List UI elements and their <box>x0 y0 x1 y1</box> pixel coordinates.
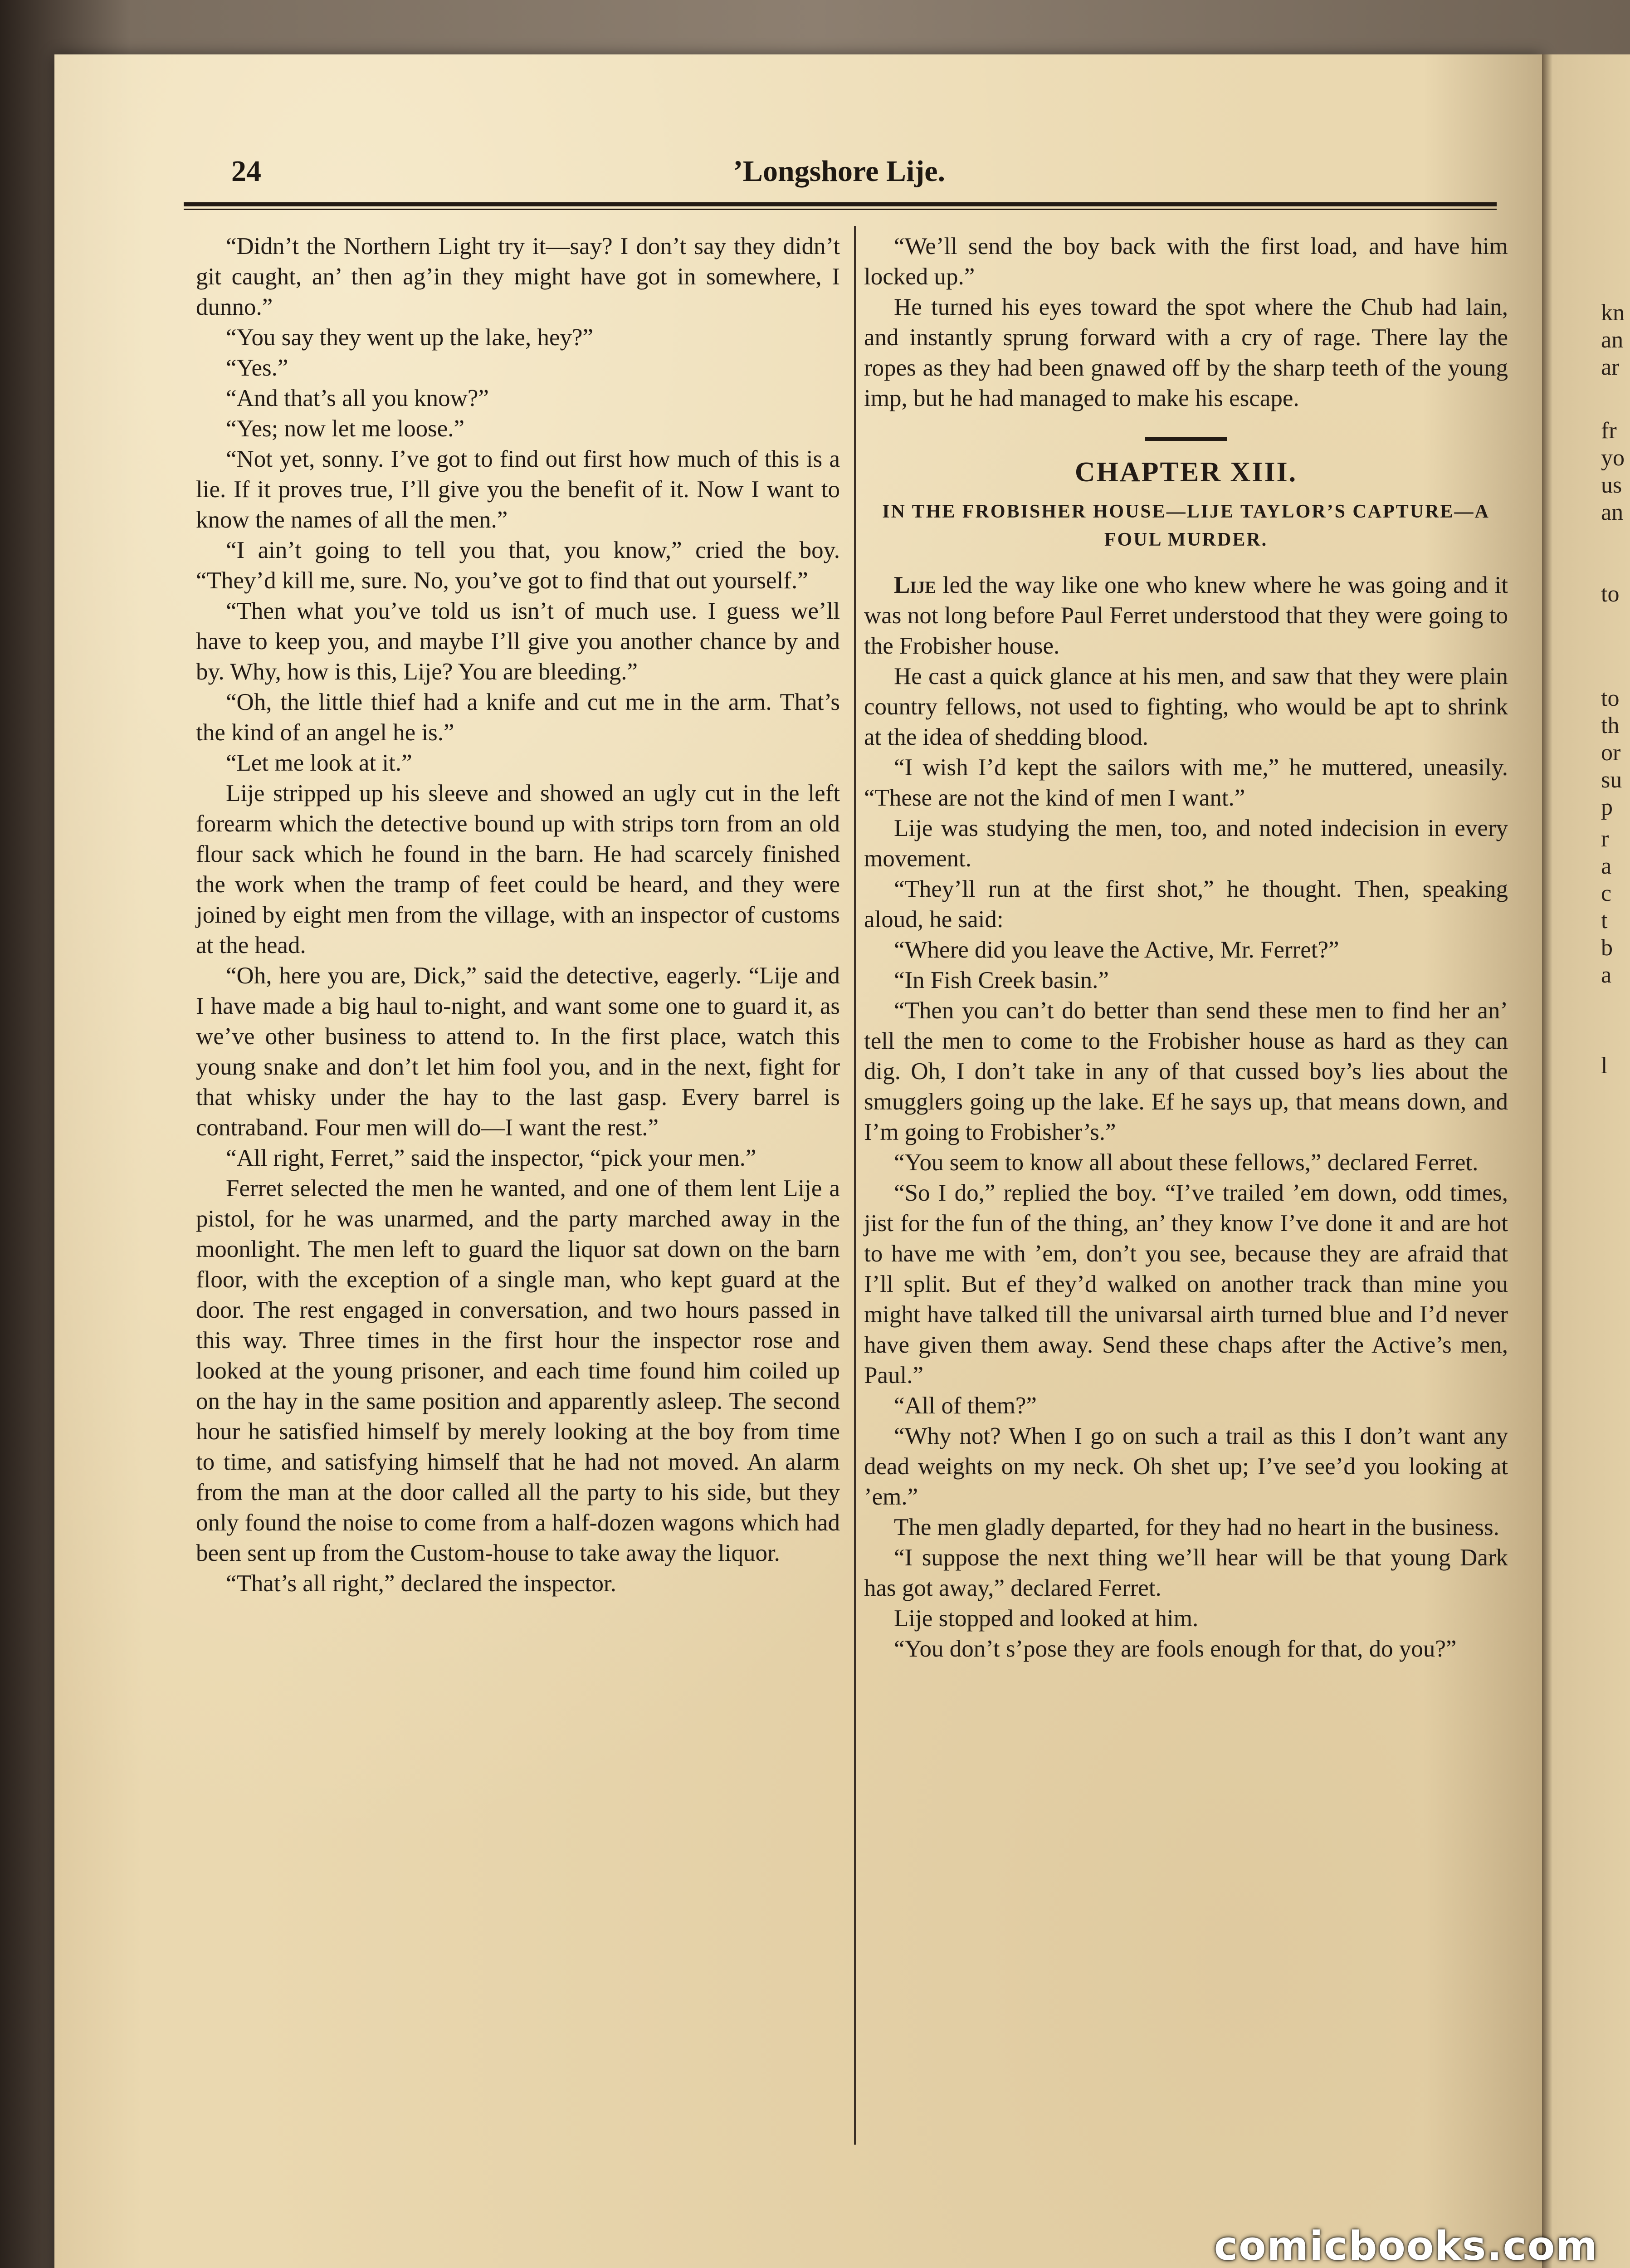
next-page-text-fragment: fr <box>1601 418 1617 444</box>
running-title: ’Longshore Lije. <box>732 155 946 188</box>
paragraph: “Then what you’ve told us isn’t of much use. I guess we’ll have to keep you, and maybe I’ll give you another chance by and by. Why, how is this, Lije? You are bleeding.” <box>196 598 840 685</box>
page-header <box>184 150 1499 191</box>
paragraph: “So I do,” replied the boy. “I’ve trailed ’em down, odd times, jist for the fun of the thing, an’ they know I’ve done it and are hot to have me with ’em, don’t you see, because they are afraid that I’ll split. But ef they’d walked on another track than mine you might have talked till the univarsal airth turned blue and I’d never have given them away. Send these chaps after the Active’s men, Paul.” <box>864 1180 1508 1388</box>
paragraph: “I suppose the next thing we’ll hear will be that young Dark has got away,” declared Ferret. <box>864 1545 1508 1601</box>
header-rule-thin <box>184 209 1497 210</box>
paragraph: “Then you can’t do better than send these men to find her an’ tell the men to come to the Frobisher house as hard as they can dig. Oh, I don’t take in any of that cussed boy’s lies about the smugglers going up the lake. Ef he says up, that means down, and I’m going to Frobisher’s.” <box>864 997 1508 1145</box>
next-page-text-fragment: c <box>1601 880 1612 906</box>
chapter-subtitle: IN THE FROBISHER HOUSE—LIJE TAYLOR’S CAPTURE—A FOUL MURDER. <box>882 501 1490 550</box>
paragraph: “We’ll send the boy back with the first load, and have him locked up.” <box>864 233 1508 290</box>
next-page-text-fragment: a <box>1601 962 1612 988</box>
next-page-text-fragment: su <box>1601 767 1622 793</box>
paragraph: “You don’t s’pose they are fools enough for that, do you?” <box>894 1636 1457 1662</box>
paragraph: He cast a quick glance at his men, and saw that they were plain country fellows, not used to fighting, who would be apt to shrink at the idea of shedding blood. <box>864 663 1508 750</box>
next-page-text-fragment: an <box>1601 327 1624 353</box>
chapter-first-paragraph: Lije led the way like one who knew where he was going and it was not long before Paul Ferret understood that they were going to the Frobisher house. <box>864 572 1508 659</box>
paragraph: “I wish I’d kept the sailors with me,” he muttered, uneasily. “These are not the kind of men I want.” <box>864 754 1508 811</box>
paragraph: Lije was studying the men, too, and noted indecision in every movement. <box>864 815 1508 872</box>
next-page-text-fragment: yo <box>1601 445 1625 471</box>
next-page-text-fragment: p <box>1601 794 1613 820</box>
next-page-text-fragment: ar <box>1601 354 1620 380</box>
paragraph: “Not yet, sonny. I’ve got to find out first how much of this is a lie. If it proves true, I’ll give you the benefit of it. Now I want to know the names of all the men.” <box>196 446 840 533</box>
page-number: 24 <box>231 155 261 188</box>
paragraph: “Let me look at it.” <box>226 750 412 776</box>
next-page-text-fragment: l <box>1601 1053 1608 1079</box>
paragraph: Lije stripped up his sleeve and showed an ugly cut in the left forearm which the detective bound up with strips torn from an old flour sack which he found in the barn. He had scarcely finished the work when the tramp of feet could be heard, and they were joined by eight men from the village, with an inspector of customs at the head. <box>196 780 840 958</box>
paragraph: “All right, Ferret,” said the inspector, “pick your men.” <box>226 1145 756 1171</box>
left-column <box>196 231 840 1599</box>
right-column <box>864 231 1508 1664</box>
next-page-text-fragment: an <box>1601 499 1624 525</box>
next-page-text-fragment: th <box>1601 713 1620 738</box>
next-page-text-fragment: t <box>1601 908 1608 934</box>
paragraph: “All of them?” <box>894 1393 1037 1419</box>
next-page-text-fragment: r <box>1601 826 1609 852</box>
paragraph: “You say they went up the lake, hey?” <box>226 324 594 351</box>
paragraph: “Yes; now let me loose.” <box>226 415 465 442</box>
paragraph: “I ain’t going to tell you that, you know,” cried the boy. “They’d kill me, sure. No, you’ve got to find that out yourself.” <box>196 537 840 594</box>
paragraph: “They’ll run at the first shot,” he thought. Then, speaking aloud, he said: <box>864 876 1508 933</box>
next-page-text-fragment: b <box>1601 935 1613 961</box>
chapter-divider <box>1145 437 1227 441</box>
next-page-text-fragment: to <box>1601 685 1620 711</box>
watermark-logo: comicbooks.com <box>1214 2223 1598 2268</box>
next-page-text-fragment: us <box>1601 472 1622 498</box>
adjacent-page-edge <box>1542 54 1630 2268</box>
paragraph: He turned his eyes toward the spot where the Chub had lain, and instantly sprung forward with a cry of rage. There lay the ropes as they had been gnawed off by the sharp teeth of the young imp, but he had managed to make his escape. <box>864 294 1508 411</box>
paragraph: “Why not? When I go on such a trail as this I don’t want any dead weights on my neck. Oh shet up; I’ve see’d you looking at ’em.” <box>864 1423 1508 1510</box>
column-divider <box>854 226 856 2145</box>
next-page-text-fragment: or <box>1601 740 1621 766</box>
paragraph: Ferret selected the men he wanted, and one of them lent Lije a pistol, for he was unarmed, and the party marched away in the moonlight. The men left to guard the liquor sat down on the barn floor, with the exception of a single man, who kept guard at the door. The rest engaged in conversation, and two hours passed in this way. Three times in the first hour the inspector rose and looked at the young prisoner, and each time found him coiled up on the hay in the same position and apparently asleep. The second hour he satisfied himself by merely looking at the boy from time to time, and satisfying himself that he had not moved. An alarm from the man at the door called all the party to his side, but they only found the noise to come from a half-dozen wagons which had been sent up from the Custom-house to take away the liquor. <box>196 1175 840 1566</box>
paragraph: “Where did you leave the Active, Mr. Ferret?” <box>894 937 1339 963</box>
paragraph: “And that’s all you know?” <box>226 385 489 411</box>
header-rule <box>184 202 1497 206</box>
paragraph: “Yes.” <box>226 355 288 381</box>
paragraph: “Didn’t the Northern Light try it—say? I don’t say they didn’t git caught, an’ then ag’in they might have got in somewhere, I dunno.” <box>196 233 840 320</box>
paragraph: “In Fish Creek basin.” <box>894 967 1109 993</box>
next-page-text-fragment: kn <box>1601 300 1625 326</box>
chapter-title: CHAPTER XIII. <box>1074 457 1298 488</box>
next-page-text-fragment: to <box>1601 581 1620 607</box>
drop-word: Lije <box>894 572 936 598</box>
paragraph: “You seem to know all about these fellows,” declared Ferret. <box>894 1149 1479 1176</box>
next-page-text-fragment: a <box>1601 853 1612 879</box>
paragraph: “Oh, the little thief had a knife and cut me in the arm. That’s the kind of an angel he is.” <box>196 689 840 746</box>
paragraph: Lije stopped and looked at him. <box>894 1605 1199 1632</box>
paragraph: The men gladly departed, for they had no heart in the business. <box>894 1514 1499 1540</box>
paragraph: “That’s all right,” declared the inspector. <box>226 1570 616 1597</box>
paragraph: “Oh, here you are, Dick,” said the detective, eagerly. “Lije and I have made a big haul to-night, and want some one to guard it, as we’ve other business to attend to. In the first place, watch this young snake and don’t let him fool you, and in the next, fight for that whisky under the hay to the last gasp. Every barrel is contraband. Four men will do—I want the rest.” <box>196 963 840 1141</box>
